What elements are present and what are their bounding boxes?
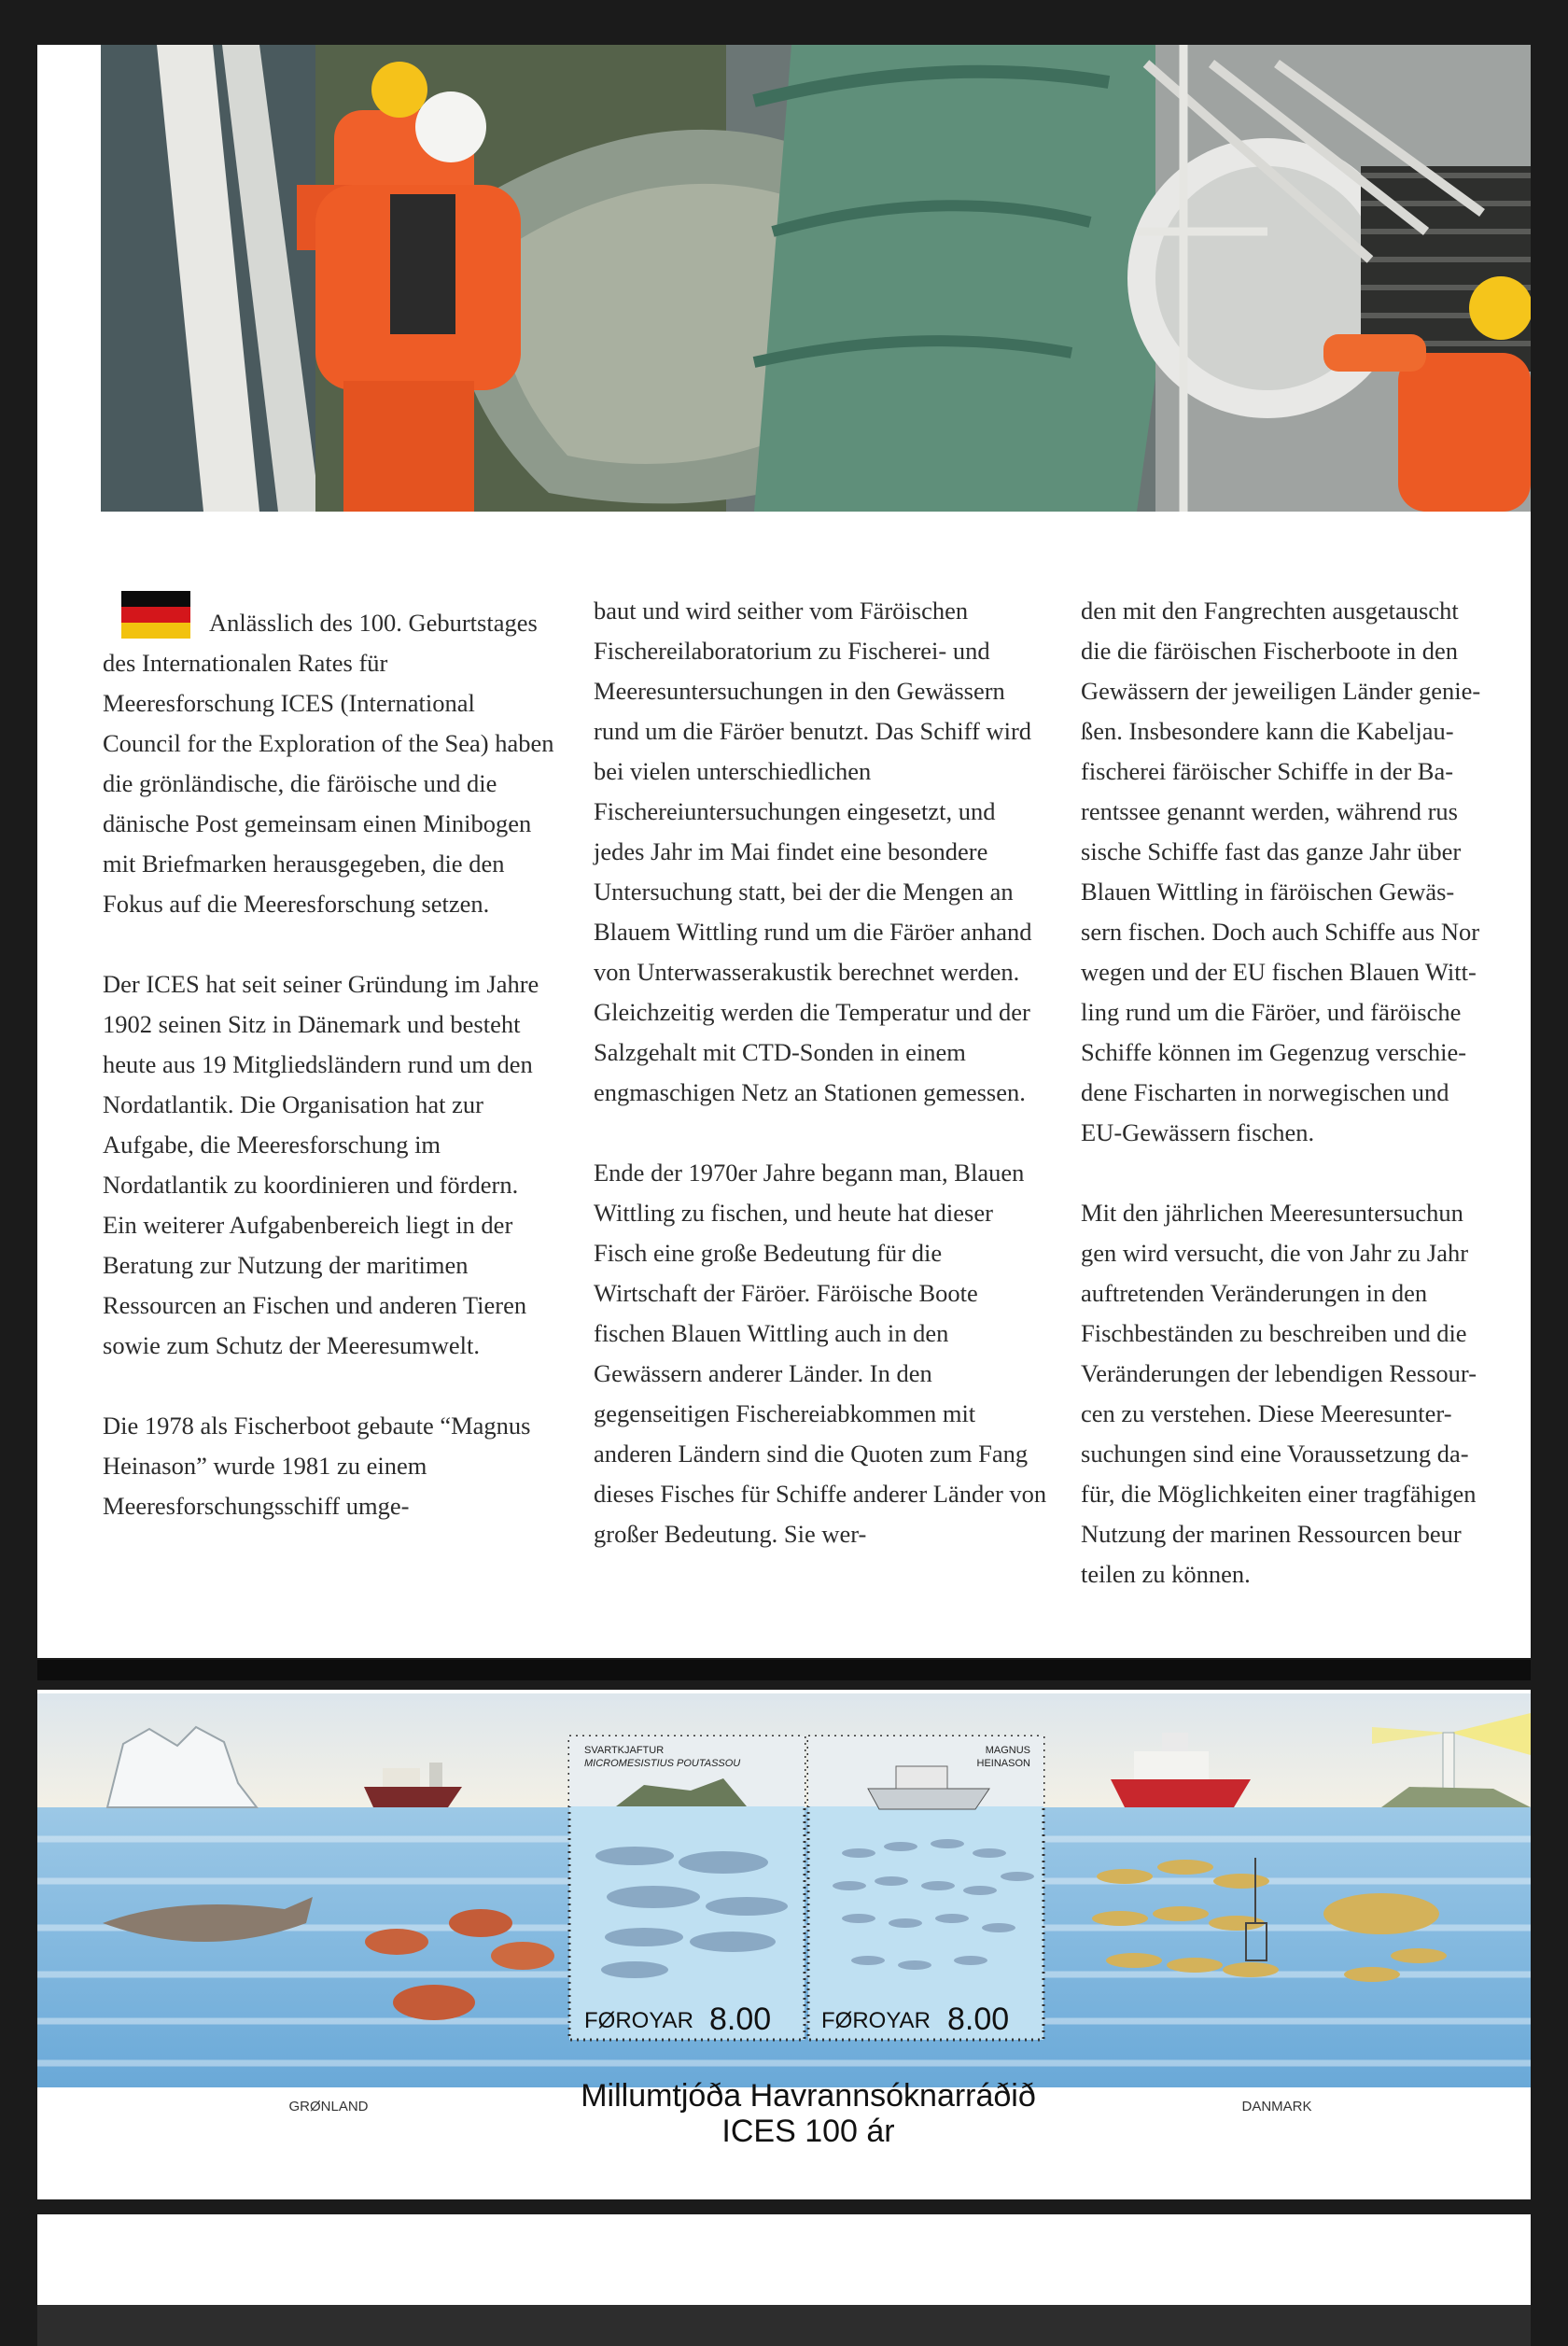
text-line: EU-Gewässern fischen. [1081,1118,1315,1146]
flag-stripe-gold [121,623,190,639]
stamp1-label-line2: MICROMESISTIUS POUTASSOU [584,1758,741,1769]
fishing-crew-photo [101,45,1531,512]
stamp2-label-line1: MAGNUS [985,1745,1030,1756]
flag-stripe-red [121,607,190,623]
text-line: gen wird versucht, die von Jahr zu Jahr [1081,1239,1469,1267]
paragraph: Der ICES hat seit seiner Gründung im Jahre 1902 seinen Sitz in Dänemark und besteht heute aus 19 Mitgliedsländern rund um den Nordatlantik. Die Organisation hat zur Aufgabe, die Meeresforschung im Nordatlantik zu koordinieren und fördern. Ein weiterer Aufgabenbereich liegt in der Beratung zur Nutzung der maritimen Ressourcen an Fischen und anderen Tieren sowie zum Schutz der Meeresumwelt. [103,970,539,1359]
text-line: Schiffe können im Gegenzug verschie- [1081,1038,1467,1066]
stamp1-label-line1: SVARTKJAFTUR [584,1745,665,1756]
german-flag-icon [121,591,190,639]
paragraph: Die 1978 als Fischerboot gebaute “Magnus Heinason” wurde 1981 zu einem Meeresforschungsschiff umge- [103,1412,531,1520]
text-line: für, die Möglichkeiten einer tragfähigen [1081,1480,1477,1508]
text-line: auftretenden Veränderungen in den [1081,1279,1428,1307]
article-column-1 [103,591,556,1566]
stamp2-label-line2: HEINASON [976,1758,1030,1769]
text-line: fischerei färöischer Schiffe in der Ba- [1081,757,1454,785]
text-line: teilen zu können. [1081,1560,1251,1588]
stamp-magnus-heinason [808,1736,1043,2040]
paragraph [1081,1193,1531,1594]
paragraph [1081,591,1531,1153]
flag-stripe-black [121,591,190,607]
text-line: dene Fischarten in norwegischen und [1081,1078,1449,1106]
text-line: Mit den jährlichen Meeresuntersuchun [1081,1199,1463,1227]
stamp2-value: 8.00 [947,2002,1010,2037]
article-column-2 [594,591,1047,1594]
text-line: wegen und der EU fischen Blauen Witt- [1081,958,1477,986]
text-line: sern fischen. Doch auch Schiffe aus Nor [1081,918,1480,946]
souvenir-sheet-artwork [37,1690,1531,2199]
region-label-greenland: GRØNLAND [288,2099,369,2114]
trawl-net-illustration [101,45,1531,512]
paragraph [103,591,556,924]
sheet-title-line2: ICES 100 ár [721,2114,895,2149]
album-page-lower-strip [37,2214,1531,2305]
text-line: suchungen sind eine Voraussetzung da- [1081,1440,1469,1468]
paragraph: baut und wird seither vom Färöischen Fischereilaboratorium zu Fischerei- und Meeresuntersuchungen in den Gewässern rund um die Färöer benutzt. Das Schiff wird bei vielen unterschiedlichen Fischereiuntersuchungen eingesetzt, und jedes Jahr im Mai findet eine besondere Untersuchung statt, bei der die Mengen an Blauem Wittling rund um die Färöer anhand von Unterwasserakustik berechnet werden. Gleichzeitig werden die Temperatur und der Salzgehalt mit CTD-Sonden in einem engmaschigen Netz an Stationen gemessen. [594,597,1032,1106]
text-line: die die färöischen Fischerboote in den [1081,637,1458,665]
stamp2-country: FØROYAR [821,2008,931,2033]
text-line: ling rund um die Färöer, und färöische [1081,998,1462,1026]
sheet-title-line1: Millumtjóða Havrannsóknarráðið [581,2078,1036,2114]
article-column-3 [1081,591,1531,1635]
region-label-denmark: DANMARK [1241,2099,1312,2114]
text-line: Fischbeständen zu beschreiben und die [1081,1319,1467,1347]
stamp-souvenir-sheet [37,1690,1531,2199]
text-line: Veränderungen der lebendigen Ressour- [1081,1359,1477,1387]
text-line: Blauen Wittling in färöischen Gewäs- [1081,878,1455,906]
album-page [37,45,1531,1658]
paragraph-text: Anlässlich des 100. Geburtstages des Internationalen Rates für Meeresforschung ICES (International Council for the Exploration of the Sea) haben die grönländische, die färöische und die dänische Post gemeinsam einen Minibogen mit Briefmarken herausgegeben, die den Fokus auf die Meeresforschung setzen. [103,609,554,918]
stamp1-country: FØROYAR [584,2008,693,2033]
text-line: ßen. Insbesondere kann die Kabeljau- [1081,717,1454,745]
text-line: cen zu verstehen. Diese Meeresunter- [1081,1399,1452,1427]
text-line: Nutzung der marinen Ressourcen beur [1081,1520,1462,1548]
paragraph: Ende der 1970er Jahre begann man, Blauen Wittling zu fischen, und heute hat dieser Fisch eine große Bedeutung für die Wirtschaft der Färöer. Färöische Boote fischen Blauen Wittling auch in den Gewässern anderer Länder. In den gegenseitigen Fischereiabkommen mit anderen Ländern sind die Quoten zum Fang dieses Fisches für Schiffe anderer Länder von großer Bedeutung. Sie wer- [594,1159,1047,1548]
text-line: den mit den Fangrechten ausgetauscht [1081,597,1459,625]
stamp1-value: 8.00 [709,2002,772,2037]
page-divider-band [37,1660,1531,1680]
album-background-strip [37,2305,1531,2346]
text-line: rentssee genannt werden, während rus [1081,797,1458,825]
text-line: Gewässern der jeweiligen Länder genie- [1081,677,1481,705]
stamp-svartkjaftur [569,1736,805,2040]
text-line: sische Schiffe fast das ganze Jahr über [1081,837,1462,865]
